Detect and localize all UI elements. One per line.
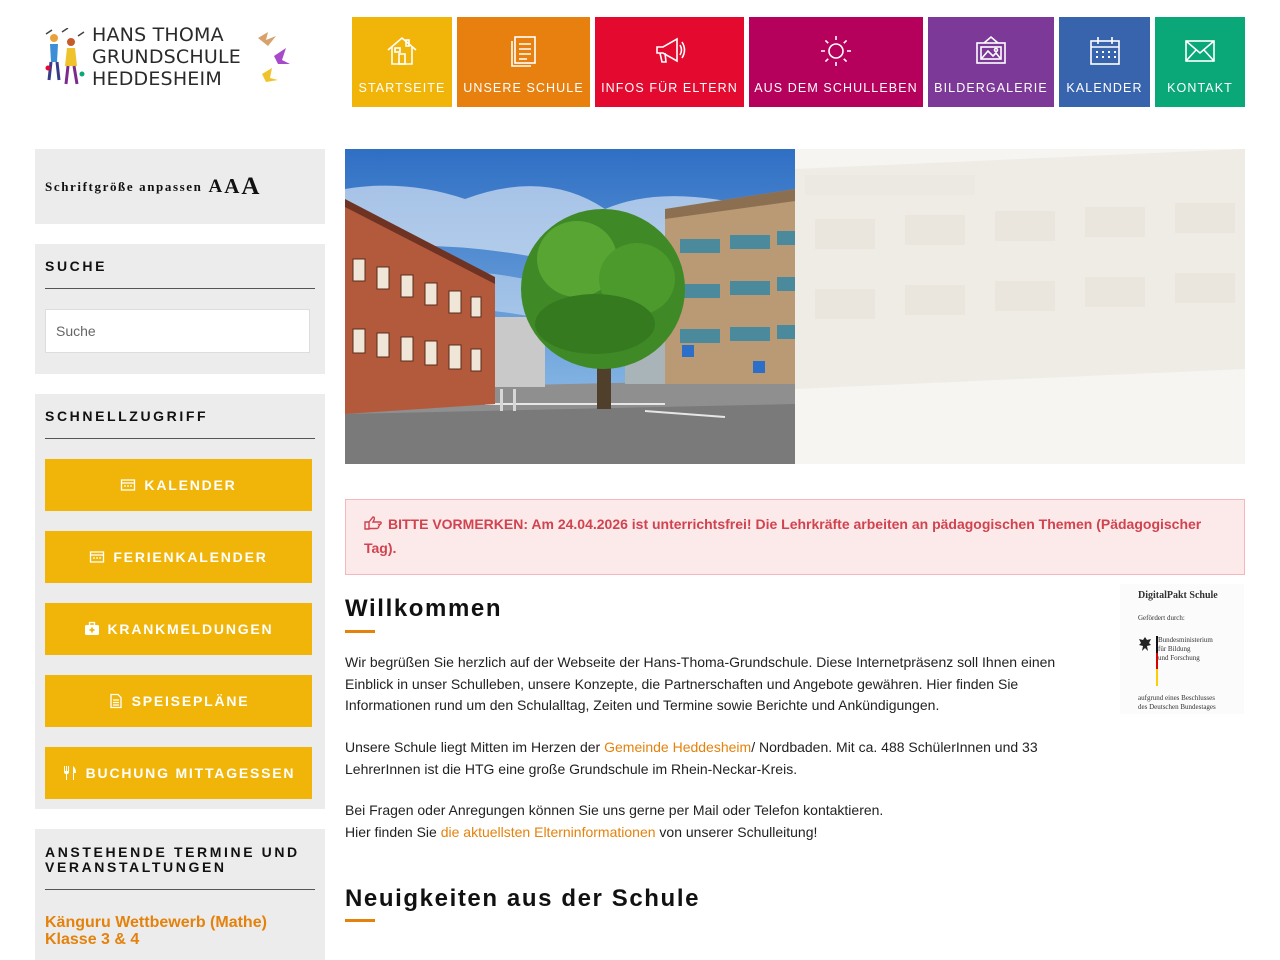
nav-label: UNSERE SCHULE [463, 81, 584, 95]
font-size-widget [35, 149, 325, 224]
school-logo[interactable] [44, 24, 284, 94]
sidebar [35, 149, 325, 960]
paragraph-text: von unserer Schulleitung! [655, 823, 818, 840]
school-name-line: HANS THOMA [92, 24, 224, 46]
nav-label: AUS DEM SCHULLEBEN [754, 81, 918, 95]
envelope-icon [1182, 33, 1218, 69]
important-notice [345, 499, 1245, 575]
document-icon [506, 33, 542, 69]
nav-startseite[interactable] [352, 17, 452, 107]
house-icon [384, 33, 420, 69]
decision-line: aufgrund eines Beschlusses [1138, 694, 1215, 702]
search-widget [35, 244, 325, 374]
font-size-small-button[interactable]: A [208, 175, 223, 197]
paragraph-text: Hier finden Sie [345, 823, 441, 840]
school-building-photo [345, 149, 795, 464]
digitalpakt-title: DigitalPakt Schule [1138, 590, 1218, 601]
birds-illustration [256, 26, 292, 86]
document-icon [108, 693, 124, 709]
nav-kalender[interactable] [1059, 17, 1150, 107]
ministry-name [1158, 636, 1213, 663]
megaphone-icon [652, 33, 688, 69]
main-navigation [352, 17, 1245, 107]
welcome-paragraph: Wir begrüßen Sie herzlich auf der Webseite der Hans-Thoma-Grundschule. Diese Internetpräsenz soll Ihnen einen Einblick in unser Schulleben, unsere Konzepte, die Partnerschaften und Angebote gewähren. Hier finden Sie Informationen rund um den Schulalltag, Zeiten und Termine sowie Berichte und Ankündigungen. [345, 654, 1056, 713]
quick-ferienkalender-button[interactable] [45, 531, 312, 583]
federal-eagle-icon [1138, 636, 1152, 652]
events-widget [35, 829, 325, 960]
bundestag-decision [1138, 694, 1216, 712]
calendar-icon [89, 549, 105, 565]
nav-label: KALENDER [1066, 81, 1143, 95]
digitalpakt-funded-by: Gefördert durch: [1138, 614, 1185, 622]
calendar-icon [120, 477, 136, 493]
gemeinde-heddesheim-link[interactable]: Gemeinde Heddesheim [604, 739, 752, 755]
ministry-line: für Bildung [1158, 645, 1191, 653]
ministry-line: und Forschung [1158, 654, 1200, 662]
nav-label: KONTAKT [1167, 81, 1233, 95]
children-illustration [44, 28, 86, 90]
digitalpakt-logo[interactable] [1120, 584, 1244, 714]
font-size-label: Schriftgröße anpassen [45, 178, 203, 194]
welcome-heading: Willkommen [345, 595, 503, 622]
school-name [92, 24, 241, 90]
quick-kalender-button[interactable] [45, 459, 312, 511]
ministry-line: Bundesministerium [1158, 636, 1213, 644]
font-size-medium-button[interactable]: A [224, 174, 240, 198]
school-name-line: GRUNDSCHULE [92, 46, 241, 68]
nav-label: STARTSEITE [358, 81, 446, 95]
paragraph-text: Bei Fragen oder Anregungen können Sie uns gerne per Mail oder Telefon kontaktieren. [345, 802, 884, 818]
quick-speiseplaene-button[interactable] [45, 675, 312, 727]
medical-kit-icon [84, 621, 100, 637]
quick-button-label: KALENDER [144, 477, 237, 493]
quick-buchung-mittagessen-button[interactable] [45, 747, 312, 799]
cutlery-icon [62, 765, 78, 781]
quick-button-label: KRANKMELDUNGEN [107, 621, 274, 637]
nav-label: INFOS FÜR ELTERN [601, 81, 738, 95]
quick-krankmeldungen-button[interactable] [45, 603, 312, 655]
nav-kontakt[interactable] [1155, 17, 1245, 107]
quick-access-heading: SCHNELLZUGRIFF [45, 394, 315, 439]
location-paragraph [345, 737, 1065, 780]
paragraph-text: / Nordbaden. Mit ca. 488 SchülerInnen und 33 LehrerInnen ist die HTG eine große Grundschule im Rhein-Neckar-Kreis. [345, 739, 1038, 777]
font-size-large-button[interactable]: A [241, 172, 260, 200]
hero-banner [345, 149, 1245, 464]
heading-underline [345, 919, 375, 922]
event-link[interactable]: Känguru Wettbewerb (Mathe) Klasse 3 & 4 [45, 914, 267, 948]
image-icon [973, 33, 1009, 69]
paragraph-text: Unsere Schule liegt Mitten im Herzen der [345, 739, 605, 755]
nav-unsere-schule[interactable] [457, 17, 590, 107]
hand-pointing-icon [364, 516, 382, 530]
nav-aus-dem-schulleben[interactable] [749, 17, 923, 107]
calendar-icon [1087, 33, 1123, 69]
decision-line: des Deutschen Bundestages [1138, 703, 1216, 711]
elterninformationen-link[interactable]: die aktuellsten Elterninformationen [440, 823, 656, 840]
events-heading: ANSTEHENDE TERMINE UND VERANSTALTUNGEN [45, 829, 315, 890]
nav-bildergalerie[interactable] [928, 17, 1054, 107]
sun-icon [818, 33, 854, 69]
news-heading: Neuigkeiten aus der Schule [345, 885, 701, 912]
quick-access-widget [35, 394, 325, 809]
faded-building-image [795, 149, 1245, 464]
nav-infos-fuer-eltern[interactable] [595, 17, 744, 107]
heading-underline [345, 630, 375, 633]
quick-button-label: SPEISEPLÄNE [131, 693, 250, 709]
quick-button-label: FERIENKALENDER [113, 549, 268, 565]
notice-text: BITTE VORMERKEN: Am 24.04.2026 ist unterrichtsfrei! Die Lehrkräfte arbeiten an pädagogischen Themen (Pädagogischer Tag). [364, 516, 1202, 556]
search-input[interactable] [45, 309, 310, 353]
contact-paragraph [345, 800, 1065, 843]
school-name-line: HEDDESHEIM [92, 68, 222, 90]
search-heading: SUCHE [45, 244, 315, 289]
quick-button-label: BUCHUNG MITTAGESSEN [85, 765, 296, 781]
nav-label: BILDERGALERIE [934, 81, 1048, 95]
